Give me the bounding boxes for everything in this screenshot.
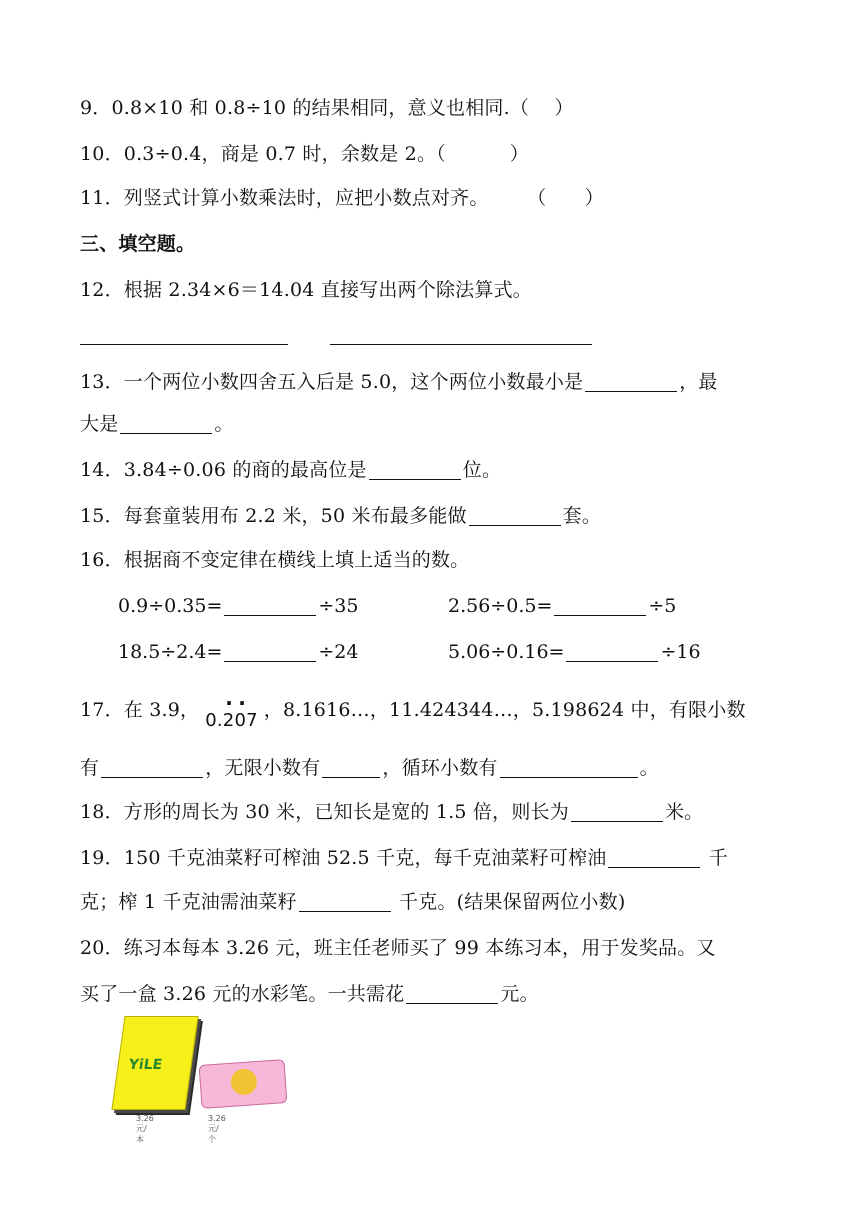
question-11: 11．列竖式计算小数乘法时，应把小数点对齐。 （ ） xyxy=(80,187,604,209)
question-15 xyxy=(80,504,601,528)
question-13-line1 xyxy=(80,370,718,394)
answer-blank-18[interactable] xyxy=(571,801,663,822)
q13-text: 。 xyxy=(214,413,234,435)
question-14 xyxy=(80,458,501,482)
equation-16c xyxy=(118,640,358,664)
question-9: 9．0.8×10 和 0.8÷10 的结果相同，意义也相同.（ ） xyxy=(80,97,574,119)
question-20-line2 xyxy=(80,982,539,1006)
question-16: 16．根据商不变定律在横线上填上适当的数。 xyxy=(80,549,470,571)
eq-text: 5.06÷0.16= xyxy=(448,641,565,663)
recurring-dot-icon: · xyxy=(225,691,234,715)
recurring-decimal xyxy=(205,691,258,733)
question-17-line2 xyxy=(80,756,659,780)
pencil-case-image xyxy=(199,1059,288,1109)
question-19-line2 xyxy=(80,890,625,914)
eq-text: ÷35 xyxy=(318,595,359,617)
question-12: 12．根据 2.34×6＝14.04 直接写出两个除法算式。 xyxy=(80,279,532,301)
answer-blank-16d[interactable] xyxy=(566,641,658,662)
eq-text: ÷16 xyxy=(660,641,701,663)
equation-16a xyxy=(118,594,358,618)
question-13-line2 xyxy=(80,412,234,436)
answer-blank-17c[interactable] xyxy=(500,757,638,778)
q15-text: 15．每套童装用布 2.2 米，50 米布最多能做 xyxy=(80,505,467,527)
question-19-line1 xyxy=(80,846,728,870)
q14-text: 14．3.84÷0.06 的商的最高位是 xyxy=(80,459,367,481)
q17-text: 17．在 3.9， xyxy=(80,699,200,721)
answer-blank-16a[interactable] xyxy=(224,595,316,616)
q14-text: 位。 xyxy=(462,459,502,481)
question-17-line1 xyxy=(80,691,746,731)
q18-text: 18．方形的周长为 30 米，已知长是宽的 1.5 倍，则长为 xyxy=(80,801,569,823)
answer-blank-15[interactable] xyxy=(469,505,561,526)
bear-icon xyxy=(230,1068,258,1096)
equation-16d xyxy=(448,640,701,664)
q19-text: 19．150 千克油菜籽可榨油 52.5 千克，每千克油菜籽可榨油 xyxy=(80,847,607,869)
answer-blank-17b[interactable] xyxy=(322,757,380,778)
pencase-price-label: 3.26元/个 xyxy=(208,1114,226,1144)
eq-text: 0.9÷0.35= xyxy=(118,595,223,617)
q17-text: ，无限小数有 xyxy=(205,757,321,779)
answer-blank-16c[interactable] xyxy=(224,641,316,662)
q19-text: 克；榨 1 千克油需油菜籽 xyxy=(80,891,297,913)
q17-text: ，8.1616…，11.424344…，5.198624 中，有限小数 xyxy=(263,699,746,721)
q17-text: ，循环小数有 xyxy=(382,757,498,779)
notebook-image xyxy=(111,1016,198,1110)
answer-line-12a[interactable] xyxy=(80,344,288,345)
equation-16b xyxy=(448,594,676,618)
answer-blank-19b[interactable] xyxy=(299,891,391,912)
answer-blank-13a[interactable] xyxy=(585,371,677,392)
question-20-line1: 20．练习本每本 3.26 元，班主任老师买了 99 本练习本，用于发奖品。又 xyxy=(80,937,716,959)
section-title-fill-in: 三、填空题。 xyxy=(80,233,196,255)
eq-text: 18.5÷2.4= xyxy=(118,641,223,663)
q18-text: 米。 xyxy=(664,801,704,823)
q19-text: 千 xyxy=(702,847,728,869)
q13-text: ，最 xyxy=(679,371,718,393)
notebook-price-label: 3.26元/本 xyxy=(136,1114,154,1144)
answer-blank-14[interactable] xyxy=(369,459,461,480)
recurring-dot-icon: · xyxy=(238,691,247,715)
eq-text: ÷5 xyxy=(648,595,677,617)
q17-text: 。 xyxy=(639,757,659,779)
answer-line-12b[interactable] xyxy=(330,344,592,345)
answer-blank-16b[interactable] xyxy=(554,595,646,616)
answer-blank-19a[interactable] xyxy=(608,847,700,868)
eq-text: ÷24 xyxy=(318,641,359,663)
eq-text: 2.56÷0.5= xyxy=(448,595,553,617)
q15-text: 套。 xyxy=(562,505,602,527)
q13-text: 大是 xyxy=(80,413,119,435)
answer-blank-13b[interactable] xyxy=(120,413,212,434)
question-10: 10．0.3÷0.4，商是 0.7 时，余数是 2。（ ） xyxy=(80,143,529,165)
recurring-value: 0.207 xyxy=(205,710,258,731)
q19-text: 千克。(结果保留两位小数) xyxy=(392,891,626,913)
notebook-logo-icon: YiLE xyxy=(127,1057,164,1073)
q20-text: 买了一盒 3.26 元的水彩笔。一共需花 xyxy=(80,983,405,1005)
q20-text: 元。 xyxy=(500,983,539,1005)
q13-text: 13．一个两位小数四舍五入后是 5.0，这个两位小数最小是 xyxy=(80,371,584,393)
answer-blank-20[interactable] xyxy=(406,983,498,1004)
q17-text: 有 xyxy=(80,757,100,779)
question-18 xyxy=(80,800,703,824)
answer-blank-17a[interactable] xyxy=(101,757,203,778)
